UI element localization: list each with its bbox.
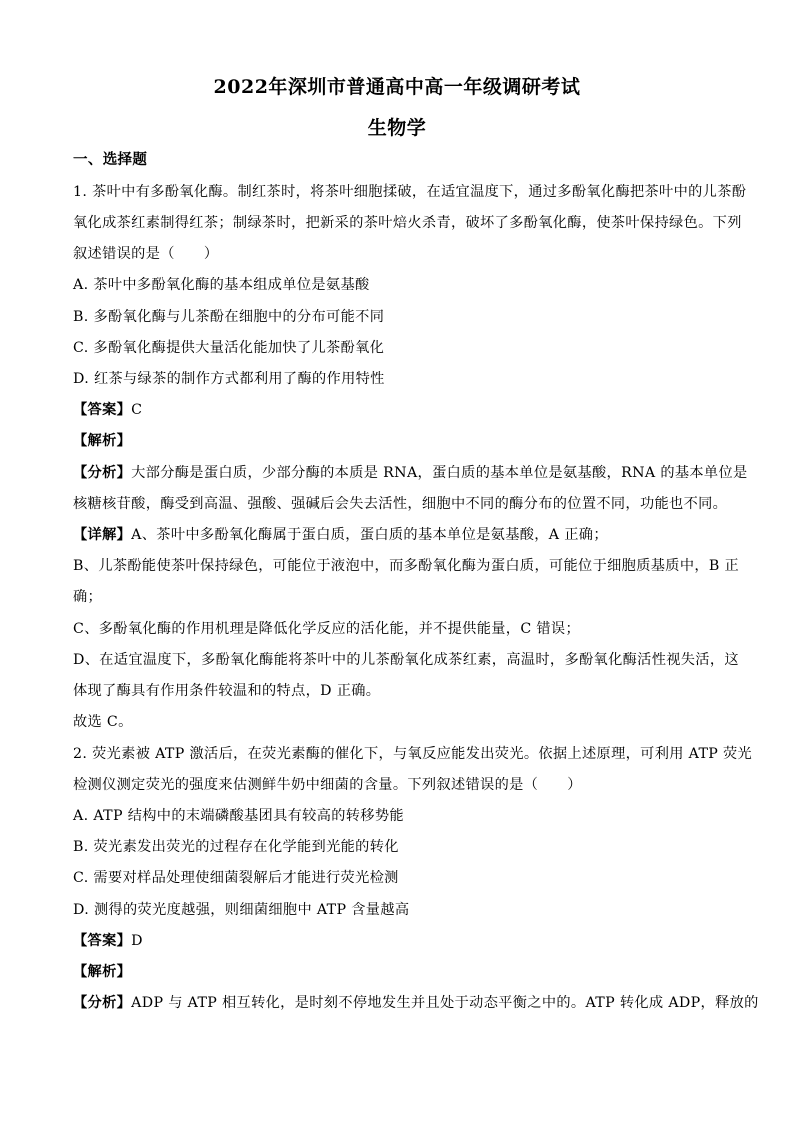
q2-option-d: D. 测得的荧光度越强，则细菌细胞中 ATP 含量越高 [73,902,410,918]
q1-answer [73,401,723,419]
q2-option-b: B. 荧光素发出荧光的过程存在化学能到光能的转化 [73,839,399,855]
fenxi-text: 大部分酶是蛋白质，少部分酶的本质是 RNA，蛋白质的基本单位是氨基酸，RNA 的基本单位是 [131,465,748,481]
q1-xiangjie-line: C、多酚氧化酶的作用机理是降低化学反应的活化能，并不提供能量，C 错误； [73,621,581,637]
q1-option-b: B. 多酚氧化酶与儿茶酚在细胞中的分布可能不同 [73,309,385,325]
answer-value: D [131,933,143,949]
answer-value: C [131,402,143,418]
q1-option-a: A. 茶叶中多酚氧化酶的基本组成单位是氨基酸 [73,277,370,293]
q1-fenxi-line: 核糖核苷酸，酶受到高温、强酸、强碱后会失去活性，细胞中不同的酶分布的位置不同，功能也不同。 [73,496,728,512]
q2-fenxi-line [73,994,759,1012]
q1-xiangjie-line: D、在适宜温度下，多酚氧化酶能将茶叶中的儿茶酚氧化成茶红素，高温时，多酚氧化酶活性视失活，这 [73,652,739,668]
q1-xiangjie-line [73,526,723,544]
q2-stem-line: 2. 荧光素被 ATP 激活后，在荧光素酶的催化下，与氧反应能发出荧光。依据上述原理，可利用 ATP 荧光 [73,746,753,762]
q2-analysis-tag: 【解析】 [73,964,132,980]
q1-fenxi-line [73,464,748,482]
q1-xiangjie-line: 确； [73,589,103,605]
q1-option-c: C. 多酚氧化酶提供大量活化能加快了儿茶酚氧化 [73,340,385,356]
q1-stem-line: 1. 茶叶中有多酚氧化酶。制红茶时，将茶叶细胞揉破，在适宜温度下，通过多酚氧化酶把茶叶中的儿茶酚 [73,184,747,200]
subject-title: 生物学 [367,117,427,139]
q1-stem-line: 氧化成茶红素制得红茶；制绿茶时，把新采的茶叶焙火杀青，破坏了多酚氧化酶，使茶叶保持绿色。下列 [73,215,742,231]
q2-stem-line: 检测仪测定荧光的强度来估测鲜牛奶中细菌的含量。下列叙述错误的是（ ） [73,777,582,793]
answer-tag: 【答案】 [73,933,132,949]
q2-option-a: A. ATP 结构中的末端磷酸基团具有较高的转移势能 [73,808,404,824]
section-heading: 一、选择题 [73,151,148,168]
fenxi-text: ADP 与 ATP 相互转化，是时刻不停地发生并且处于动态平衡之中的。ATP 转化成 ADP，释放的 [131,995,759,1011]
q1-xiangjie-line: 体现了酶具有作用条件较温和的特点，D 正确。 [73,683,381,699]
q1-option-d: D. 红茶与绿茶的制作方式都利用了酶的作用特性 [73,371,385,387]
q1-xiangjie-line: B、儿茶酚能使茶叶保持绿色，可能位于液泡中，而多酚氧化酶为蛋白质，可能位于细胞质基质中，B 正 [73,558,740,574]
fenxi-tag: 【分析】 [73,465,132,481]
q1-analysis-tag: 【解析】 [73,433,132,449]
fenxi-tag: 【分析】 [73,995,132,1011]
q1-conclusion: 故选 C。 [73,714,133,730]
q2-option-c: C. 需要对样品处理使细菌裂解后才能进行荧光检测 [73,870,399,886]
q2-answer [73,932,723,950]
answer-tag: 【答案】 [73,402,132,418]
exam-title: 2022年深圳市普通高中高一年级调研考试 [213,76,581,98]
q1-stem-line: 叙述错误的是（ ） [73,246,219,262]
xiangjie-tag: 【详解】 [73,527,132,543]
xiangjie-text: A、茶叶中多酚氧化酶属于蛋白质，蛋白质的基本单位是氨基酸，A 正确； [131,527,608,543]
